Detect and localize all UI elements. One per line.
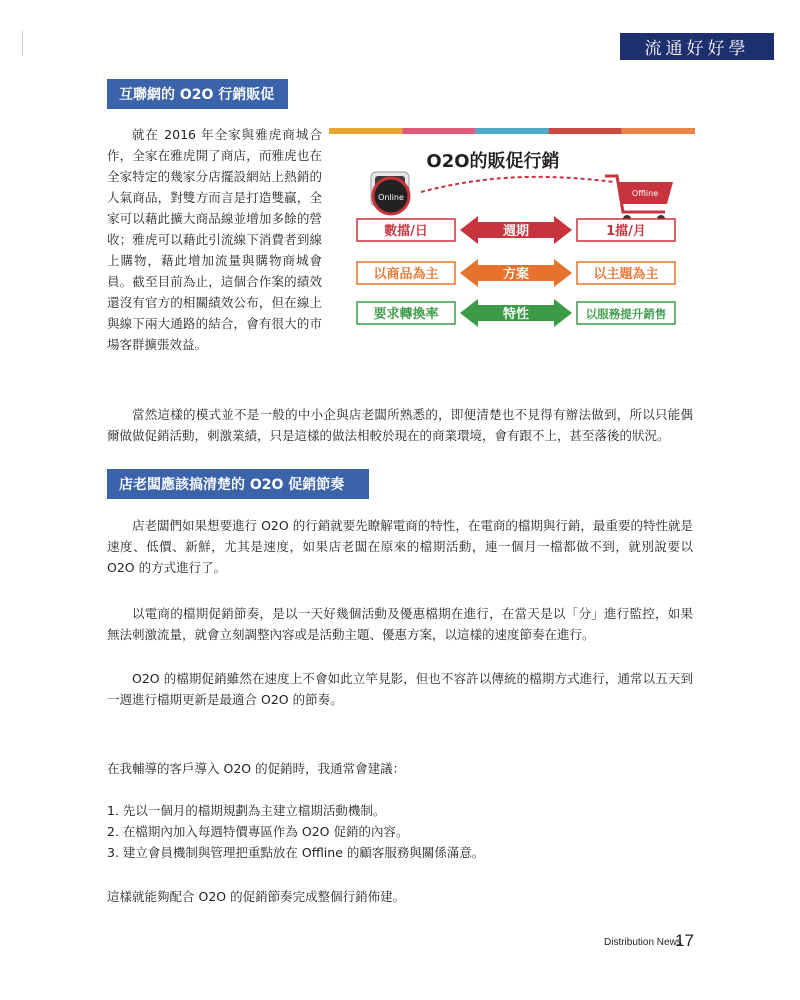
paragraph-ecommerce-rhythm: 以電商的檔期促銷節奏，是以一天好幾個活動及優惠檔期在進行，在當天是以「分」進行監控，如果無法刺激流量，就會立刻調整內容或是活動主題、優惠方案，以這樣的速度節奏在進行。: [107, 606, 693, 642]
magazine-name: Distribution News: [604, 937, 682, 948]
section-heading-o2o-promotion: 互聯網的 O2O 行銷販促: [107, 79, 288, 109]
list-item: 3. 建立會員機制與管理把重點放在 Offline 的顧客服務與關係滿意。: [107, 845, 485, 860]
intro-line: 作，全家在雅虎開了商店，而雅虎也在: [107, 148, 322, 163]
page-edge-mark: [22, 30, 23, 56]
paragraph-ecommerce-traits: 店老闆們如果想要進行 O2O 的行銷就要先瞭解電商的特性，在電商的檔期與行銷，最重要的特性就是速度、低價、新鮮，尤其是速度，如果店老闆在原來的檔期活動，連一個月一檔都做不到，就別說要以 O2O 的方式進行了。: [107, 518, 693, 575]
smartphone-icon: [371, 172, 409, 214]
comparison-row: [357, 259, 675, 287]
paragraph-recommendation-intro: 在我輔導的客戶導入 O2O 的促銷時，我通常會建議：: [107, 761, 406, 776]
online-offline-path: [421, 177, 614, 192]
intro-line: 收；雅虎可以藉此引流線下消費者到線: [107, 232, 322, 247]
intro-line: 與線下兩大通路的結合，會有很大的市: [107, 316, 322, 331]
left-label: 數擋/日: [384, 224, 428, 239]
section-heading-promotion-rhythm: 店老闆應該搞清楚的 O2O 促銷節奏: [107, 469, 369, 499]
comparison-row: [357, 216, 675, 244]
paragraph-conclusion: 這樣就能夠配合 O2O 的促銷節奏完成整個行銷佈建。: [107, 889, 406, 904]
recommendation-list: [107, 800, 693, 863]
paragraph-o2o-rhythm: O2O 的檔期促銷雖然在速度上不會如此立竿見影，但也不容許以傳統的檔期方式進行，通常以五天到一週進行檔期更新是最適合 O2O 的節奏。: [107, 671, 693, 707]
stripe-segment: [622, 128, 695, 134]
intro-line: 員。截至目前為止，這個合作案的績效: [107, 274, 322, 289]
middle-label: 週期: [502, 224, 530, 239]
offline-label: Offline: [631, 189, 659, 198]
color-stripe-bar: [329, 128, 695, 134]
left-label: 要求轉換率: [373, 307, 439, 322]
list-item: 2. 在檔期內加入每週特價專區作為 O2O 促銷的內容。: [107, 824, 409, 839]
paragraph-smb-limitations: 當然這樣的模式並不是一般的中小企與店老闆所熟悉的，即便清楚也不見得有辦法做到，所以只能偶爾做做促銷活動，刺激業績，只是這樣的做法相較於現在的商業環境，會有跟不上，甚至落後的狀況。: [107, 407, 693, 443]
left-label: 以商品為主: [373, 267, 439, 282]
shopping-cart-icon: [605, 176, 673, 223]
o2o-promotion-diagram: [329, 124, 695, 330]
right-label: 以服務提升銷售: [585, 307, 667, 321]
stripe-segment: [549, 128, 622, 134]
intro-line: 場客群擴張效益。: [107, 337, 208, 352]
stripe-segment: [329, 128, 402, 134]
right-label: 1擋/月: [606, 224, 646, 239]
intro-line: 就在 2016 年全家與雅虎商城合: [132, 127, 322, 142]
intro-line: 人氣商品，對雙方而言是打造雙贏，全: [107, 190, 322, 205]
stripe-segment: [402, 128, 475, 134]
right-label: 以主題為主: [593, 267, 659, 282]
page-number: 17: [675, 931, 694, 950]
column-tag: 流通好好學: [620, 33, 774, 60]
middle-label: 方案: [502, 267, 530, 282]
intro-paragraph: [107, 124, 322, 355]
intro-line: 家可以藉此擴大商品線並增加多餘的營: [107, 211, 322, 226]
stripe-segment: [475, 128, 548, 134]
intro-line: 全家特定的幾家分店擺設網站上熱銷的: [107, 169, 322, 184]
comparison-row: [357, 299, 675, 327]
list-item: 1. 先以一個月的檔期規劃為主建立檔期活動機制。: [107, 803, 386, 818]
diagram-title: O2O的販促行銷: [426, 151, 560, 172]
intro-line: 上購物，藉此增加流量與購物商城會: [107, 253, 322, 268]
intro-line: 還沒有官方的相關績效公布，但在線上: [107, 295, 322, 310]
online-label: Online: [378, 193, 404, 202]
middle-label: 特性: [502, 307, 530, 322]
page-footer: [590, 931, 700, 953]
comparison-rows: [357, 216, 675, 327]
